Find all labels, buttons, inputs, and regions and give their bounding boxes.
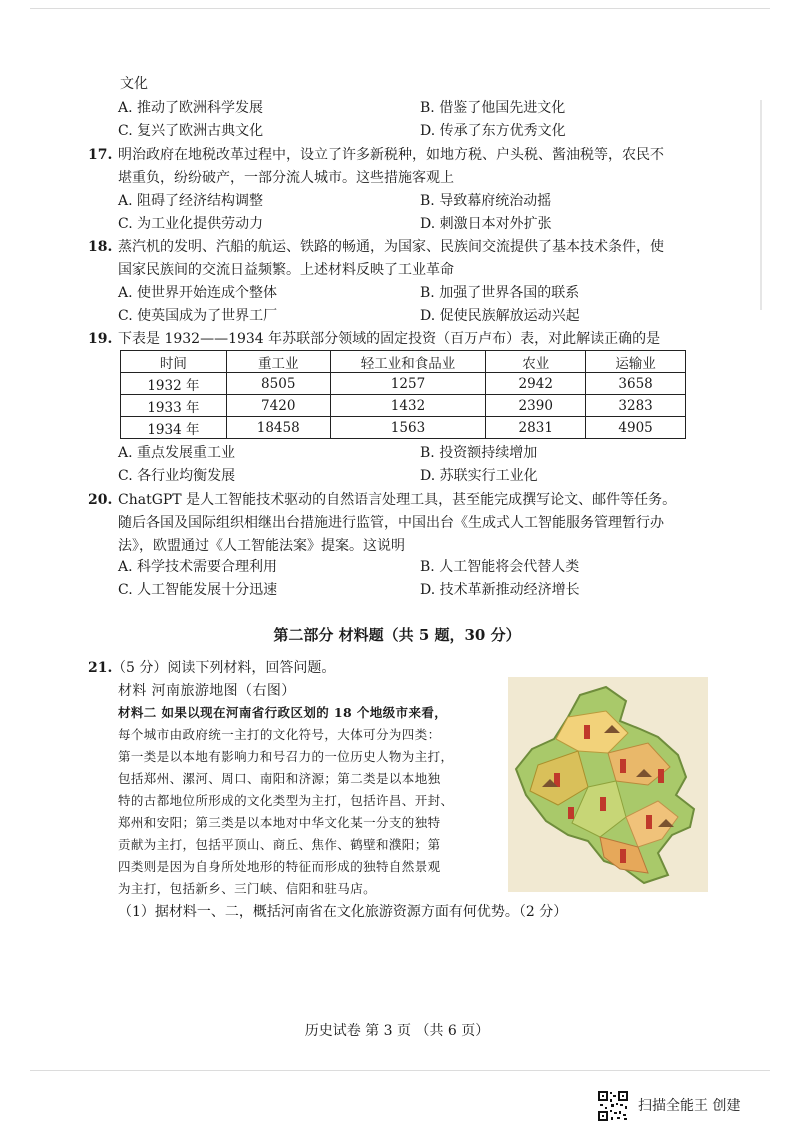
q21-material-2-line: 四类则是因为自身所处地形的特征而形成的独特自然景观 [118, 859, 441, 874]
table-header: 重工业 [226, 351, 330, 373]
q21-material-2-line: 郑州和安阳；第三类是以本地对中华文化某一分支的独特 [118, 815, 441, 830]
q17-option-a: A. 阻碍了经济结构调整 [118, 193, 264, 209]
table-header: 时间 [121, 351, 227, 373]
q17-option-b: B. 导致幕府统治动摇 [420, 193, 552, 209]
q21-material-2-line: 每个城市由政府统一主打的文化符号，大体可分为四类： [118, 727, 441, 742]
table-cell: 4905 [586, 417, 686, 439]
q16-option-c: C. 复兴了欧洲古典文化 [118, 123, 264, 139]
table-cell: 1933 年 [121, 395, 227, 417]
qr-code-icon [597, 1090, 629, 1122]
q19-option-d: D. 苏联实行工业化 [420, 468, 538, 484]
map-illustration [508, 677, 708, 892]
q21-number: 21. [88, 660, 113, 676]
table-header: 农业 [486, 351, 586, 373]
q17-option-d: D. 刺激日本对外扩张 [420, 216, 552, 232]
q20-option-d: D. 技术革新推动经济增长 [420, 582, 580, 598]
q21-material-2-line: 特的古都地位所形成的文化类型为主打，包括许昌、开封、 [118, 793, 454, 808]
q20-option-c: C. 人工智能发展十分迅速 [118, 582, 278, 598]
table-cell: 2942 [486, 373, 586, 395]
q21-material-2-line: 第一类是以本地有影响力和号召力的一位历史人物为主打， [118, 749, 454, 764]
right-edge-line [760, 100, 762, 310]
q20-option-b: B. 人工智能将会代替人类 [420, 559, 580, 575]
q18-option-d: D. 促使民族解放运动兴起 [420, 308, 580, 324]
q18-number: 18. [88, 239, 113, 255]
q21-material-1: 材料 河南旅游地图（右图） [118, 683, 296, 699]
q21-material-2-line: 贡献为主打，包括平顶山、商丘、焦作、鹤壁和濮阳；第 [118, 837, 441, 852]
q21-material-2-line: 材料二 如果以现在河南省行政区划的 18 个地级市来看， [118, 705, 448, 720]
table-cell: 1257 [330, 373, 486, 395]
q18-option-b: B. 加强了世界各国的联系 [420, 285, 580, 301]
q16-option-a: A. 推动了欧洲科学发展 [118, 100, 264, 116]
q17-stem-line1: 明治政府在地税改革过程中，设立了许多新税种，如地方税、户头税、酱油税等，农民不 [118, 147, 664, 163]
q19-option-b: B. 投资额持续增加 [420, 445, 538, 461]
q20-stem-line3: 法》，欧盟通过《人工智能法案》提案。这说明 [118, 538, 405, 554]
scanner-brand-label: 扫描全能王 创建 [638, 1098, 741, 1114]
q19-stem: 下表是 1932——1934 年苏联部分领域的固定投资（百万卢布）表，对此解读正确的是 [118, 331, 661, 347]
section-title: 第二部分 材料题（共 5 题，30 分） [273, 626, 521, 644]
table-cell: 8505 [226, 373, 330, 395]
q21-subquestion-1: （1）据材料一、二，概括河南省在文化旅游资源方面有何优势。（2 分） [118, 904, 568, 920]
table-cell: 1432 [330, 395, 486, 417]
q16-option-d: D. 传承了东方优秀文化 [420, 123, 566, 139]
table-cell: 18458 [226, 417, 330, 439]
table-row [121, 373, 686, 395]
q20-option-a: A. 科学技术需要合理利用 [118, 559, 278, 575]
bottom-divider [30, 1070, 770, 1071]
q18-stem-line2: 国家民族间的交流日益频繁。上述材料反映了工业革命 [118, 262, 454, 278]
q17-option-c: C. 为工业化提供劳动力 [118, 216, 264, 232]
q20-number: 20. [88, 492, 113, 508]
table-cell: 1932 年 [121, 373, 227, 395]
q19-option-a: A. 重点发展重工业 [118, 445, 236, 461]
q17-number: 17. [88, 147, 113, 163]
table-header: 轻工业和食品业 [330, 351, 486, 373]
table-row [121, 417, 686, 439]
table-header-row [121, 351, 686, 373]
table-header: 运输业 [586, 351, 686, 373]
investment-table [120, 350, 686, 439]
q20-stem-line1: ChatGPT 是人工智能技术驱动的自然语言处理工具，甚至能完成撰写论文、邮件等任务。 [118, 492, 677, 508]
q17-stem-line2: 堪重负，纷纷破产，一部分流人城市。这些措施客观上 [118, 170, 454, 186]
table-cell: 7420 [226, 395, 330, 417]
top-divider [30, 8, 770, 9]
table-row [121, 395, 686, 417]
table-cell: 1934 年 [121, 417, 227, 439]
table-cell: 3658 [586, 373, 686, 395]
q19-number: 19. [88, 331, 113, 347]
q18-option-a: A. 使世界开始连成个整体 [118, 285, 278, 301]
table-cell: 3283 [586, 395, 686, 417]
q18-stem-line1: 蒸汽机的发明、汽船的航运、铁路的畅通，为国家、民族间交流提供了基本技术条件，使 [118, 239, 664, 255]
q21-material-2-line: 为主打，包括新乡、三门峡、信阳和驻马店。 [118, 881, 377, 896]
table-cell: 1563 [330, 417, 486, 439]
q18-option-c: C. 使英国成为了世界工厂 [118, 308, 278, 324]
table-cell: 2831 [486, 417, 586, 439]
q16-stem-tail: 文化 [120, 76, 148, 92]
q19-option-c: C. 各行业均衡发展 [118, 468, 236, 484]
q21-stem: （5 分）阅读下列材料，回答问题。 [112, 660, 336, 676]
henan-tourism-map [508, 677, 708, 892]
table-cell: 2390 [486, 395, 586, 417]
q21-material-2-line: 包括郑州、漯河、周口、南阳和济源；第二类是以本地独 [118, 771, 441, 786]
page-footer: 历史试卷 第 3 页 （共 6 页） [304, 1023, 490, 1039]
q20-stem-line2: 随后各国及国际组织相继出台措施进行监管，中国出台《生成式人工智能服务管理暂行办 [118, 515, 664, 531]
q16-option-b: B. 借鉴了他国先进文化 [420, 100, 566, 116]
